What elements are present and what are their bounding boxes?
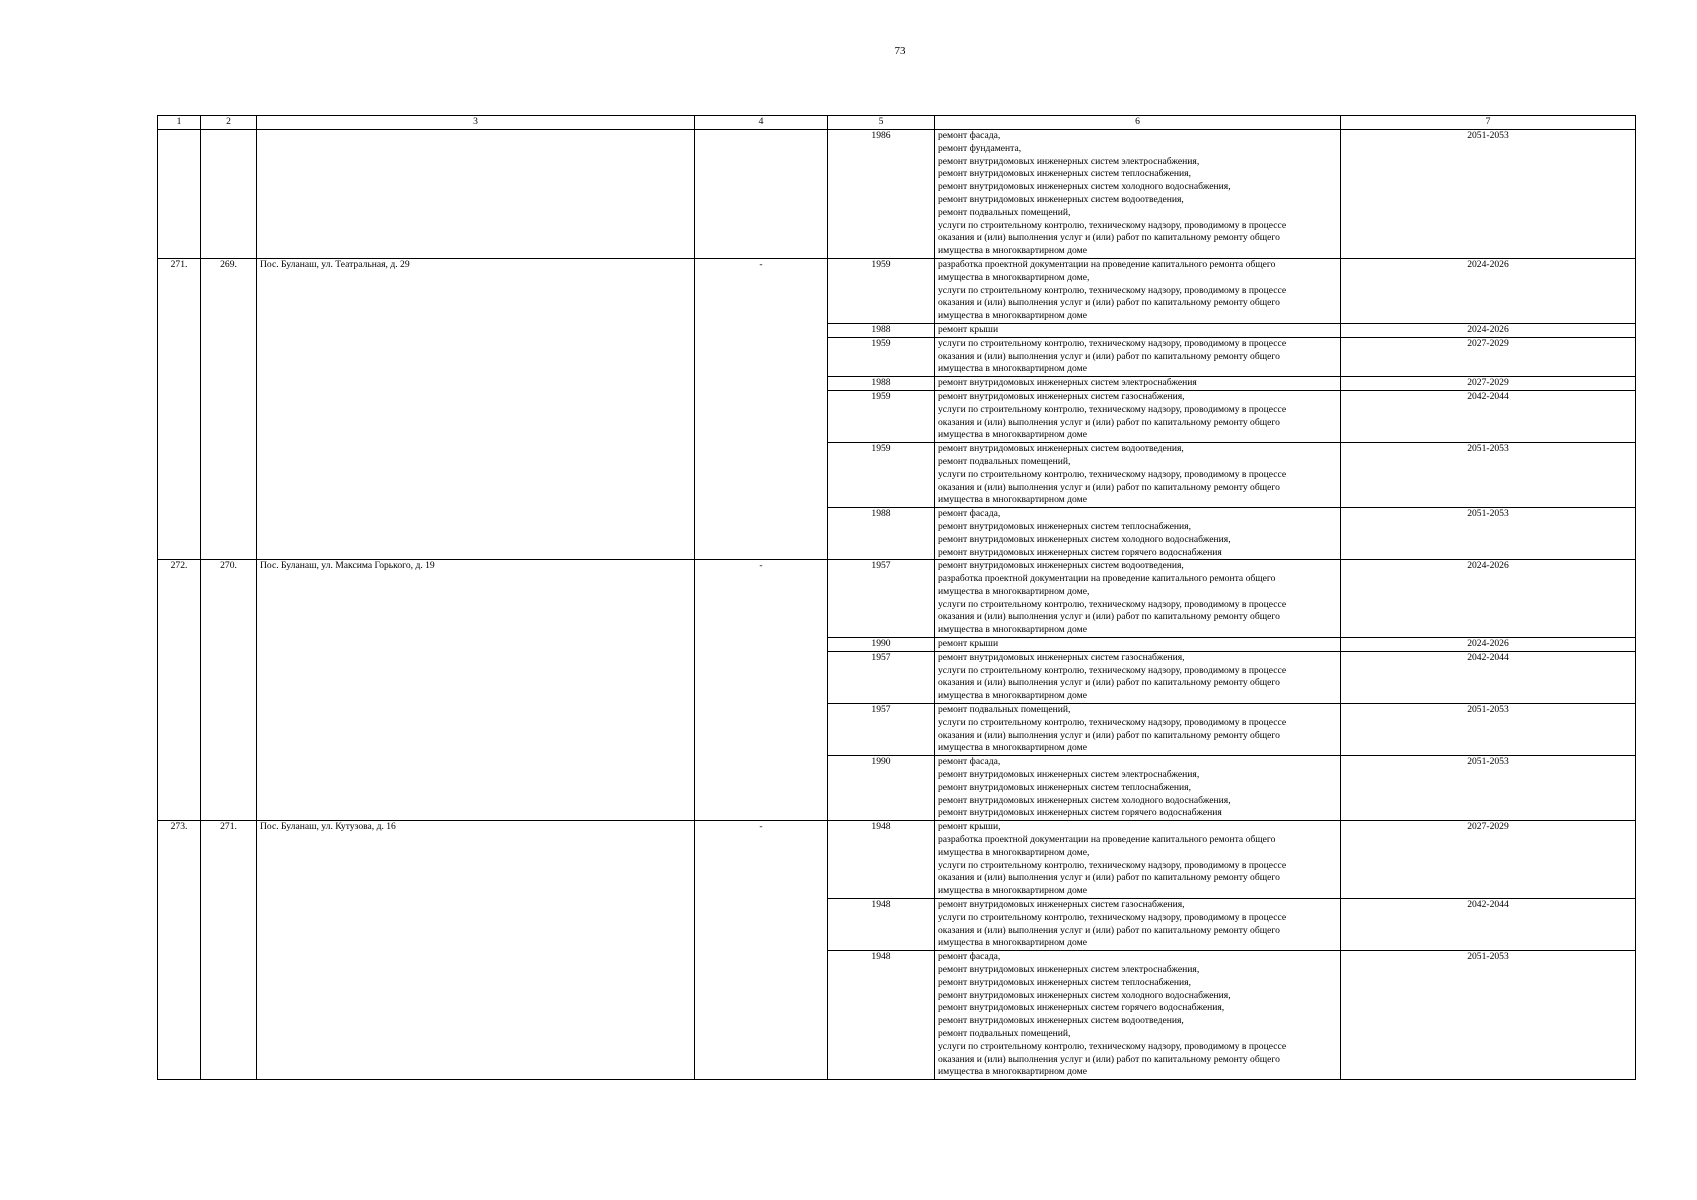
registry-number-cell: 271. [201, 821, 257, 1080]
column-4-cell [695, 130, 828, 259]
capital-repair-table [157, 115, 1636, 1080]
period-cell: 2051-2053 [1341, 951, 1636, 1080]
address-cell [257, 130, 695, 259]
works-cell: разработка проектной документации на проведение капитального ремонта общего имущества в многоквартирном доме, услуги по строительному контролю, техническому надзору, проводимому в процессе оказания и (или) выполнения услуг и (или) работ по капитальному ремонту общего имущества в многоквартирном доме [935, 258, 1341, 323]
year-cell: 1957 [828, 560, 935, 638]
header-col-5: 5 [828, 116, 935, 130]
address-cell: Пос. Буланаш, ул. Театральная, д. 29 [257, 258, 695, 559]
period-cell: 2027-2029 [1341, 377, 1636, 391]
works-cell: ремонт внутридомовых инженерных систем водоотведения, ремонт подвальных помещений, услуги по строительному контролю, техническому надзору, проводимому в процессе оказания и (или) выполнения услуг и (или) работ по капитальному ремонту общего имущества в многоквартирном доме [935, 443, 1341, 508]
column-4-cell: - [695, 560, 828, 821]
year-cell: 1959 [828, 337, 935, 376]
year-cell: 1959 [828, 443, 935, 508]
works-cell: ремонт внутридомовых инженерных систем газоснабжения, услуги по строительному контролю, техническому надзору, проводимому в процессе оказания и (или) выполнения услуг и (или) работ по капитальному ремонту общего имущества в многоквартирном доме [935, 390, 1341, 442]
period-cell: 2024-2026 [1341, 638, 1636, 652]
works-cell: ремонт фасада, ремонт внутридомовых инженерных систем теплоснабжения, ремонт внутридомовых инженерных систем холодного водоснабжения, ремонт внутридомовых инженерных систем горячего водоснабжения [935, 508, 1341, 560]
works-cell: ремонт внутридомовых инженерных систем газоснабжения, услуги по строительному контролю, техническому надзору, проводимому в процессе оказания и (или) выполнения услуг и (или) работ по капитальному ремонту общего имущества в многоквартирном доме [935, 651, 1341, 703]
header-col-2: 2 [201, 116, 257, 130]
address-cell: Пос. Буланаш, ул. Максима Горького, д. 19 [257, 560, 695, 821]
header-col-1: 1 [158, 116, 201, 130]
registry-number-cell: 270. [201, 560, 257, 821]
period-cell: 2051-2053 [1341, 130, 1636, 259]
period-cell: 2051-2053 [1341, 443, 1636, 508]
year-cell: 1948 [828, 821, 935, 899]
period-cell: 2027-2029 [1341, 821, 1636, 899]
page-number: 73 [894, 45, 906, 57]
year-cell: 1948 [828, 951, 935, 1080]
works-cell: ремонт фасада, ремонт внутридомовых инженерных систем электроснабжения, ремонт внутридомовых инженерных систем теплоснабжения, ремонт внутридомовых инженерных систем холодного водоснабжения, ремонт внутридомовых инженерных систем горячего водоснабжения [935, 756, 1341, 821]
works-cell: ремонт крыши, разработка проектной документации на проведение капитального ремонта общего имущества в многоквартирном доме, услуги по строительному контролю, техническому надзору, проводимому в процессе оказания и (или) выполнения услуг и (или) работ по капитальному ремонту общего имущества в многоквартирном доме [935, 821, 1341, 899]
year-cell: 1990 [828, 756, 935, 821]
column-4-cell: - [695, 821, 828, 1080]
period-cell: 2024-2026 [1341, 560, 1636, 638]
header-row [158, 116, 1636, 130]
address-cell: Пос. Буланаш, ул. Кутузова, д. 16 [257, 821, 695, 1080]
works-cell: ремонт внутридомовых инженерных систем газоснабжения, услуги по строительному контролю, техническому надзору, проводимому в процессе оказания и (или) выполнения услуг и (или) работ по капитальному ремонту общего имущества в многоквартирном доме [935, 899, 1341, 951]
header-col-7: 7 [1341, 116, 1636, 130]
row-number-cell [158, 130, 201, 259]
year-cell: 1959 [828, 258, 935, 323]
row-number-cell: 272. [158, 560, 201, 821]
year-cell: 1957 [828, 704, 935, 756]
year-cell: 1957 [828, 651, 935, 703]
works-cell: ремонт фасада, ремонт фундамента, ремонт внутридомовых инженерных систем электроснабжения, ремонт внутридомовых инженерных систем теплоснабжения, ремонт внутридомовых инженерных систем холодного водоснабжения, ремонт внутридомовых инженерных систем водоотведения, ремонт подвальных помещений, услуги по строительному контролю, техническому надзору, проводимому в процессе оказания и (или) выполнения услуг и (или) работ по капитальному ремонту общего имущества в многоквартирном доме [935, 130, 1341, 259]
works-cell: ремонт крыши [935, 323, 1341, 337]
header-col-3: 3 [257, 116, 695, 130]
row-number-cell: 273. [158, 821, 201, 1080]
table-row [158, 130, 1636, 259]
table-header [158, 116, 1636, 130]
period-cell: 2051-2053 [1341, 756, 1636, 821]
row-number-cell: 271. [158, 258, 201, 559]
column-4-cell: - [695, 258, 828, 559]
period-cell: 2042-2044 [1341, 390, 1636, 442]
period-cell: 2042-2044 [1341, 899, 1636, 951]
works-cell: ремонт внутридомовых инженерных систем водоотведения, разработка проектной документации на проведение капитального ремонта общего имущества в многоквартирном доме, услуги по строительному контролю, техническому надзору, проводимому в процессе оказания и (или) выполнения услуг и (или) работ по капитальному ремонту общего имущества в многоквартирном доме [935, 560, 1341, 638]
period-cell: 2051-2053 [1341, 508, 1636, 560]
header-col-4: 4 [695, 116, 828, 130]
year-cell: 1988 [828, 508, 935, 560]
year-cell: 1986 [828, 130, 935, 259]
works-cell: ремонт подвальных помещений, услуги по строительному контролю, техническому надзору, проводимому в процессе оказания и (или) выполнения услуг и (или) работ по капитальному ремонту общего имущества в многоквартирном доме [935, 704, 1341, 756]
period-cell: 2027-2029 [1341, 337, 1636, 376]
works-cell: услуги по строительному контролю, техническому надзору, проводимому в процессе оказания и (или) выполнения услуг и (или) работ по капитальному ремонту общего имущества в многоквартирном доме [935, 337, 1341, 376]
table-row [158, 821, 1636, 899]
year-cell: 1948 [828, 899, 935, 951]
period-cell: 2024-2026 [1341, 258, 1636, 323]
table-row [158, 560, 1636, 638]
header-col-6: 6 [935, 116, 1341, 130]
registry-number-cell: 269. [201, 258, 257, 559]
year-cell: 1959 [828, 390, 935, 442]
works-cell: ремонт фасада, ремонт внутридомовых инженерных систем электроснабжения, ремонт внутридомовых инженерных систем теплоснабжения, ремонт внутридомовых инженерных систем холодного водоснабжения, ремонт внутридомовых инженерных систем горячего водоснабжения, ремонт внутридомовых инженерных систем водоотведения, ремонт подвальных помещений, услуги по строительному контролю, техническому надзору, проводимому в процессе оказания и (или) выполнения услуг и (или) работ по капитальному ремонту общего имущества в многоквартирном доме [935, 951, 1341, 1080]
period-cell: 2051-2053 [1341, 704, 1636, 756]
table-row [158, 258, 1636, 323]
period-cell: 2042-2044 [1341, 651, 1636, 703]
year-cell: 1988 [828, 323, 935, 337]
registry-number-cell [201, 130, 257, 259]
year-cell: 1990 [828, 638, 935, 652]
year-cell: 1988 [828, 377, 935, 391]
period-cell: 2024-2026 [1341, 323, 1636, 337]
table-body [158, 130, 1636, 1080]
works-cell: ремонт внутридомовых инженерных систем электроснабжения [935, 377, 1341, 391]
works-cell: ремонт крыши [935, 638, 1341, 652]
